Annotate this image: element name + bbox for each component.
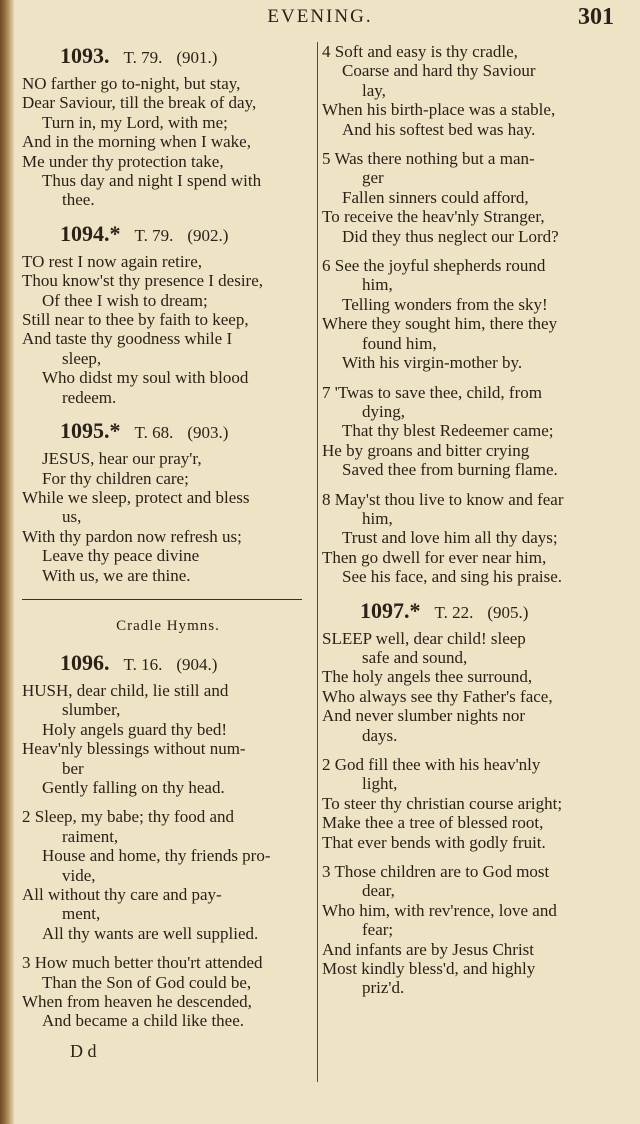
verse-line: Where they sought him, there they xyxy=(322,314,558,334)
verse-line: Telling wonders from the sky! xyxy=(342,294,548,314)
verse-line: To receive the heav'nly Stranger, xyxy=(322,207,545,227)
verse-line: Gently falling on thy head. xyxy=(42,777,225,797)
verse-line: For thy children care; xyxy=(42,468,189,488)
verse-line: And taste thy goodness while I xyxy=(22,329,233,349)
hymn-title xyxy=(22,42,314,72)
verse-line: sleep, xyxy=(62,348,102,368)
running-title: EVENING. xyxy=(267,6,373,27)
hymn-number: 1093. xyxy=(60,43,110,68)
verse-line: ber xyxy=(62,758,84,778)
verse-line: Leave thy peace divine xyxy=(42,546,200,566)
verse-line: While we sleep, protect and bless xyxy=(22,487,250,507)
stanza xyxy=(22,681,314,797)
verse-line: him, xyxy=(362,508,393,528)
stanza xyxy=(22,953,314,1031)
verse-line: Who didst my soul with blood xyxy=(42,368,249,388)
verse-line: The holy angels thee surround, xyxy=(322,667,533,687)
verse-line: Thus day and night I spend with xyxy=(42,171,262,191)
verse-line: fear; xyxy=(362,920,394,940)
stanza xyxy=(322,629,612,745)
verse-line: He by groans and bitter crying xyxy=(322,440,530,460)
verse-line: slumber, xyxy=(62,700,121,720)
stanza xyxy=(322,149,612,246)
verse-line: us, xyxy=(62,507,82,527)
hymn-block xyxy=(22,220,314,407)
verse-line: Fallen sinners could afford, xyxy=(342,187,529,207)
verse-line: When his birth-place was a stable, xyxy=(322,100,556,120)
verse-line: 4 Soft and easy is thy cradle, xyxy=(322,42,518,61)
verse-line: That ever bends with godly fruit. xyxy=(322,832,546,852)
hymn-title xyxy=(22,649,314,679)
hymn-number: 1095.* xyxy=(60,418,121,444)
verse-line: ger xyxy=(362,168,384,188)
verse-line: NO farther go to-night, but stay, xyxy=(22,74,241,93)
verse-line: 3 Those children are to God most xyxy=(322,862,550,882)
verse-line: Me under thy protection take, xyxy=(22,151,224,171)
stanza xyxy=(22,807,314,943)
verse-line: found him, xyxy=(362,333,437,353)
stanza xyxy=(322,490,612,587)
verse-line: Did they thus neglect our Lord? xyxy=(342,226,559,246)
verse-line: safe and sound, xyxy=(362,647,468,667)
hymn-ref: (902.) xyxy=(187,225,229,245)
verse-line: 7 'Twas to save thee, child, from xyxy=(322,382,542,402)
stanza xyxy=(322,256,612,372)
hymn-tune: T. 68. xyxy=(134,423,174,443)
hymn-tune: T. 16. xyxy=(123,654,163,674)
verse-line: 5 Was there nothing but a man- xyxy=(322,149,535,169)
section-rule xyxy=(22,599,302,600)
verse-line: To steer thy christian course aright; xyxy=(322,793,563,813)
verse-line: him, xyxy=(362,275,393,295)
verse-line: vide, xyxy=(62,865,96,885)
verse-line: Thou know'st thy presence I desire, xyxy=(22,271,263,291)
verse-line: With thy pardon now refresh us; xyxy=(22,526,242,546)
stanza xyxy=(322,42,612,139)
verse-line: All without thy care and pay- xyxy=(22,885,222,904)
verse-line: priz'd. xyxy=(362,978,405,998)
hymn-tune: T. 79. xyxy=(123,48,163,67)
verse-line: Make thee a tree of blessed root, xyxy=(322,813,544,833)
verse-line: 6 See the joyful shepherds round xyxy=(322,256,546,276)
verse-line: HUSH, dear child, lie still and xyxy=(22,680,229,700)
verse-line: days. xyxy=(362,725,398,745)
hymn-ref: (904.) xyxy=(176,654,218,674)
left-column xyxy=(22,42,314,1062)
signature-mark: D d xyxy=(70,1040,97,1061)
verse-line: Who him, with rev'rence, love and xyxy=(322,900,557,920)
verse-line: lay, xyxy=(362,80,386,100)
verse-line: All thy wants are well supplied. xyxy=(42,923,259,943)
verse-line: 8 May'st thou live to know and fear xyxy=(322,489,564,509)
verse-line: raiment, xyxy=(62,826,119,846)
verse-line: And infants are by Jesus Christ xyxy=(322,939,535,959)
hymn-block xyxy=(22,417,314,585)
verse-line: Than the Son of God could be, xyxy=(42,972,252,992)
hymn-title xyxy=(22,417,314,447)
verse-line: And his softest bed was hay. xyxy=(342,119,536,139)
hymn-tune: T. 22. xyxy=(434,602,474,622)
column-divider xyxy=(317,42,318,1082)
hymn-block xyxy=(22,42,314,210)
verse-line: House and home, thy friends pro- xyxy=(42,846,271,866)
verse-line: Turn in, my Lord, with me; xyxy=(42,112,228,132)
hymn-ref: (903.) xyxy=(187,423,229,443)
verse-line: With us, we are thine. xyxy=(42,565,191,585)
verse-line: ment, xyxy=(62,904,101,924)
verse-line: Coarse and hard thy Saviour xyxy=(342,61,536,81)
verse-line: SLEEP well, dear child! sleep xyxy=(322,628,526,648)
verse-line: See his face, and sing his praise. xyxy=(342,567,562,587)
verse-line: TO rest I now again retire, xyxy=(22,251,203,271)
section-heading: Cradle Hymns. xyxy=(116,617,220,634)
verse-line: Then go dwell for ever near him, xyxy=(322,547,547,567)
hymn-ref: (905.) xyxy=(487,602,529,622)
verse-line: Holy angels guard thy bed! xyxy=(42,719,228,739)
hymn-number: 1097.* xyxy=(360,597,421,623)
verse-line: When from heaven he descended, xyxy=(22,992,252,1012)
verse-line: With his virgin-mother by. xyxy=(342,353,523,373)
hymn-number: 1096. xyxy=(60,649,110,675)
verse-line: Still near to thee by faith to keep, xyxy=(22,310,249,330)
verse-line: dying, xyxy=(362,401,405,421)
verse-line: Most kindly bless'd, and highly xyxy=(322,959,536,979)
verse-line: That thy blest Redeemer came; xyxy=(342,421,554,441)
verse-line: 3 How much better thou'rt attended xyxy=(22,953,263,973)
hymn-tune: T. 79. xyxy=(134,225,174,245)
verse-line: Saved thee from burning flame. xyxy=(342,460,558,480)
verse-line: 2 God fill thee with his heav'nly xyxy=(322,755,541,774)
hymn-number: 1094.* xyxy=(60,220,121,246)
page-number: 301 xyxy=(578,4,614,30)
verse-line: 2 Sleep, my babe; thy food and xyxy=(22,807,234,827)
verse-line: thee. xyxy=(62,190,95,210)
verse-line: JESUS, hear our pray'r, xyxy=(42,449,202,469)
verse-line: redeem. xyxy=(62,387,117,407)
verse-line: dear, xyxy=(362,881,395,901)
hymn-title xyxy=(22,220,314,250)
verse-line: And became a child like thee. xyxy=(42,1011,245,1031)
hymn-title xyxy=(322,597,612,627)
verse-line: Trust and love him all thy days; xyxy=(342,528,558,548)
stanza xyxy=(322,383,612,480)
stanza xyxy=(322,862,612,998)
stanza xyxy=(322,755,612,852)
verse-line: light, xyxy=(362,774,398,794)
verse-line: Heav'nly blessings without num- xyxy=(22,739,246,759)
hymn-ref: (901.) xyxy=(176,48,218,67)
verse-line: And in the morning when I wake, xyxy=(22,132,251,152)
verse-line: Of thee I wish to dream; xyxy=(42,290,208,310)
right-column xyxy=(322,42,612,1008)
verse-line: Dear Saviour, till the break of day, xyxy=(22,93,257,113)
verse-line: Who always see thy Father's face, xyxy=(322,686,553,706)
verse-line: And never slumber nights nor xyxy=(322,706,526,726)
